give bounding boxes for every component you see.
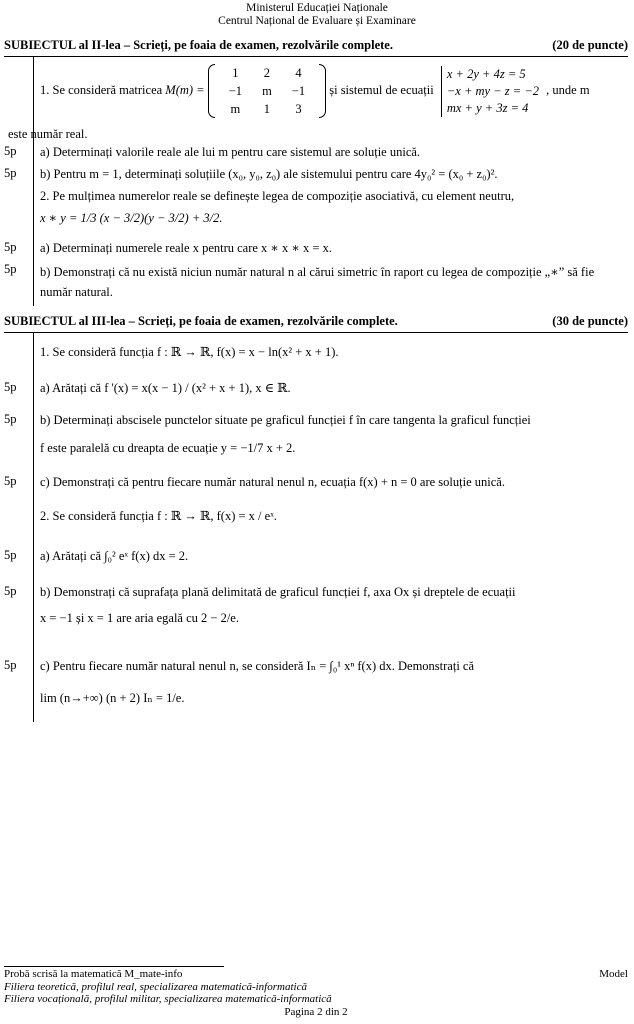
matrix-m [219, 64, 315, 118]
points-column-line [33, 332, 34, 722]
footer-divider [4, 966, 224, 967]
s2-problem-1-intro: 1. Se consideră matricea M(m) = 1 2 4 −1 m −1 m 1 3 și sistemul de ecuații x + 2y + 4z = 5 −x + my − z = −2 mx + y + 3z = 4 , unde m [40, 66, 590, 117]
divider [4, 56, 628, 57]
footer-line-2: Filiera teoretică, profilul real, specializarea matematică-informatică [4, 980, 307, 993]
matrix-row [219, 64, 315, 82]
section-2-title: SUBIECTUL al II-lea – Scrieți, pe foaia de examen, rezolvările complete. (20 de puncte) [4, 38, 628, 52]
matrix-cell: 2 [263, 66, 271, 81]
matrix-cell: −1 [291, 84, 306, 99]
matrix-cell: m [262, 84, 272, 99]
page-number: Pagina 2 din 2 [284, 1005, 348, 1018]
matrix-row [219, 82, 315, 100]
matrix-cell: −1 [228, 84, 243, 99]
divider [4, 332, 628, 333]
footer-model: Model [599, 968, 628, 980]
matrix-cell: 1 [263, 102, 271, 117]
matrix-cell: m [230, 102, 241, 117]
matrix-cell: 1 [232, 66, 239, 81]
equation-system: x + 2y + 4z = 5 −x + my − z = −2 mx + y + 3z = 4 [441, 66, 539, 117]
section-3-title: SUBIECTUL al III-lea – Scrieți, pe foaia de examen, rezolvările complete. (30 de puncte) [4, 314, 628, 328]
section-3-points: (30 de puncte) [552, 314, 628, 328]
footer-line-3: Filiera vocațională, profilul militar, specializarea matematică-informatică [4, 993, 332, 1005]
matrix-cell: 3 [295, 102, 302, 117]
page-header [0, 0, 634, 28]
center-name: Centrul Național de Evaluare și Examinare [218, 15, 416, 27]
footer-exam-name: Probă scrisă la matematică M_mate-info [4, 968, 183, 980]
footer [4, 968, 628, 1018]
matrix-row [219, 100, 315, 118]
ministry-name: Ministerul Educației Naționale [246, 2, 388, 14]
matrix-name: M(m) = [165, 83, 205, 97]
section-2-points: (20 de puncte) [552, 38, 628, 52]
matrix-cell: 4 [295, 66, 302, 81]
